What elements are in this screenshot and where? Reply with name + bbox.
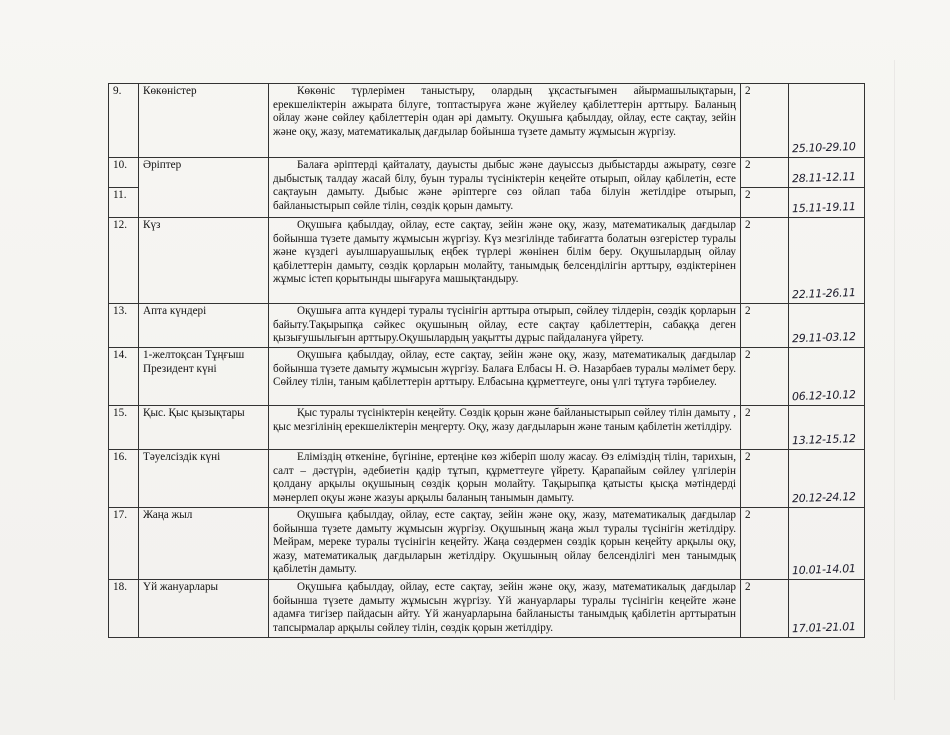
- row-date: 17.01-21.01: [791, 620, 856, 636]
- row-date: 20.12-24.12: [791, 490, 856, 506]
- row-date: 15.11-19.11: [791, 200, 856, 216]
- row-topic: Жаңа жыл: [139, 508, 269, 580]
- row-date-cell: [789, 304, 865, 348]
- row-hours: 2: [741, 580, 789, 638]
- row-number: 18.: [109, 580, 139, 638]
- lesson-plan-table: [108, 83, 865, 638]
- scan-edge-shadow: [894, 60, 895, 700]
- row-hours: 2: [741, 158, 789, 188]
- row-number: 11.: [109, 188, 139, 218]
- row-hours: 2: [741, 406, 789, 450]
- row-date: 13.12-15.12: [791, 432, 856, 448]
- row-topic: Күз: [139, 218, 269, 304]
- row-description: Көкөніс түрлерімен таныстыру, олардың ұқсастығымен айырмашылықтарын, ерекшеліктерін ажырата білуге, топтастыруға және жүйелеу қабілеттерін арттыру. Баланың ойлау және сөйлеу қабілеттерін одан әрі дамыту. Оқушыға қабылдау, ойлау, есте сақтау, зейін және оқу, жазу, математикалық дағдылар бойынша түзете дамыту жұмысын жүргізу.: [269, 84, 741, 158]
- row-description: Оқушыға қабылдау, ойлау, есте сақтау, зейін және оқу, жазу, математикалық дағдылар бойынша түзете дамыту жұмысын жүргізу. Күз мезгілінде табиғатта болатын өзгерістер туралы және күздегі ауылшаруашылық еңбек түрлері жөнінен білім беру. Оқушылардың ойлау қабілеттерін дамыту, сөздік қорларын молайту, танымдық белсенділігін арттыру, өздіктерінен жұмыс істеп қорытынды шығаруға машықтандыру.: [269, 218, 741, 304]
- row-number: 16.: [109, 450, 139, 508]
- row-topic: Апта күндері: [139, 304, 269, 348]
- row-number: 10.: [109, 158, 139, 188]
- row-date: 28.11-12.11: [791, 170, 856, 186]
- table-row: [109, 580, 865, 638]
- table-row: [109, 158, 865, 188]
- row-number: 14.: [109, 348, 139, 406]
- row-topic: Үй жануарлары: [139, 580, 269, 638]
- row-date-cell: [789, 348, 865, 406]
- table-row: [109, 508, 865, 580]
- row-description: Оқушыға қабылдау, ойлау, есте сақтау, зейін және оқу, жазу, математикалық дағдылар бойынша түзете дамыту жұмысын жүргізу. Балаға Елбасы Н. Ә. Назарбаев туралы мәлімет беру. Сөйлеу тілін, таным қабілеттерін арттыру. Елбасына құрметтеуге, оны үлгі тұтуға тәрбиелеу.: [269, 348, 741, 406]
- row-number: 15.: [109, 406, 139, 450]
- table-row: [109, 406, 865, 450]
- row-hours: 2: [741, 508, 789, 580]
- row-number: 17.: [109, 508, 139, 580]
- row-description: Оқушыға қабылдау, ойлау, есте сақтау, зейін және оқу, жазу, математикалық дағдылар бойынша түзете дамыту жұмысын жүргізу. Оқушының жаңа жыл туралы түсінігін жетілдіру. Мейрам, мереке туралы түсінігін кеңейту. Жаңа сөздермен сөздік қорын кеңейту арқылы оқу, жазу, математикалық дағдыларын жетілдіру. Оқушының ойлау белсенділігі мен танымдық қабілетін дамыту.: [269, 508, 741, 580]
- row-description: Балаға әріптерді қайталату, дауысты дыбыс және дауыссыз дыбыстарды ажырату, сөзге дыбыстық талдау жасай білу, буын туралы түсініктерін кеңейте отырып, ойлау қабілетін, есте сақтауын дамыту. Дыбыс және әріптерге сөз ойлап таба білуін жетілдіре отырып, байланыстырып сөйле тілін, сөздік қорын дамыту.: [269, 158, 741, 218]
- row-topic: Қыс. Қыс қызықтары: [139, 406, 269, 450]
- row-date: 06.12-10.12: [791, 388, 856, 404]
- table-row: [109, 84, 865, 158]
- row-date-cell: [789, 218, 865, 304]
- row-description: Оқушыға қабылдау, ойлау, есте сақтау, зейін және оқу, жазу, математикалық дағдылар бойынша түзете дамыту жұмысын жүргізу. Үй жануарлары туралы түсінігін кеңейте және адамға тигізер пайдасын айту. Үй жануарларына байланысты танымдық қабілетін арттыратын тапсырмалар арқылы сөйлеу тілін, сөздік қорын жетілдіру.: [269, 580, 741, 638]
- row-date: 22.11-26.11: [791, 286, 856, 302]
- row-hours: 2: [741, 450, 789, 508]
- row-topic: 1-желтоқсан Тұңғыш Президент күні: [139, 348, 269, 406]
- row-number: 13.: [109, 304, 139, 348]
- row-number: 9.: [109, 84, 139, 158]
- row-hours: 2: [741, 218, 789, 304]
- row-date: 25.10-29.10: [791, 140, 856, 156]
- row-date-cell: [789, 580, 865, 638]
- row-hours: 2: [741, 84, 789, 158]
- row-date-cell: [789, 84, 865, 158]
- row-date-cell: [789, 450, 865, 508]
- row-description: Қыс туралы түсініктерін кеңейту. Сөздік қорын және байланыстырып сөйлеу тілін дамыту , қыс мезгілінің ерекшеліктерін меңгерту. Оқу, жазу дағдыларын және таным қабілетін жетілдіру.: [269, 406, 741, 450]
- row-date: 29.11-03.12: [791, 330, 856, 346]
- row-hours: 2: [741, 348, 789, 406]
- row-hours: 2: [741, 188, 789, 218]
- row-description: Оқушыға апта күндері туралы түсінігін арттыра отырып, сөйлеу тілдерін, сөздік қорларын байыту.Тақырыпқа сәйкес оқушының ойлау, есте сақтау қабілеттерін, сабаққа деген қызығушылығын арттыру.Оқушылардың уақытты дұрыс пайдалануға үйрету.: [269, 304, 741, 348]
- table-row: [109, 304, 865, 348]
- row-date-cell: [789, 406, 865, 450]
- row-topic: Көкөністер: [139, 84, 269, 158]
- row-date-cell: [789, 158, 865, 188]
- row-description: Еліміздің өткеніне, бүгініне, ертеңіне көз жіберіп шолу жасау. Өз еліміздің тілін, тарихын, салт – дәстүрін, әдебиетін қадір тұтып, құрметтеуге үйрету. Қарапайым сөйлеу үлгілерін қолдану арқылы оқушының сөздік қорын молайту. Тақырыпқа қатысты қысқа мәтіндерді мәнерлеп оқуы және жазуы арқылы баланың танымын дамыту.: [269, 450, 741, 508]
- row-date-cell: [789, 188, 865, 218]
- table-row: [109, 450, 865, 508]
- row-date: 10.01-14.01: [791, 562, 856, 578]
- row-topic: Әріптер: [139, 158, 269, 218]
- row-date-cell: [789, 508, 865, 580]
- row-number: 12.: [109, 218, 139, 304]
- row-topic: Тәуелсіздік күні: [139, 450, 269, 508]
- table-row: [109, 348, 865, 406]
- row-hours: 2: [741, 304, 789, 348]
- table-row: [109, 218, 865, 304]
